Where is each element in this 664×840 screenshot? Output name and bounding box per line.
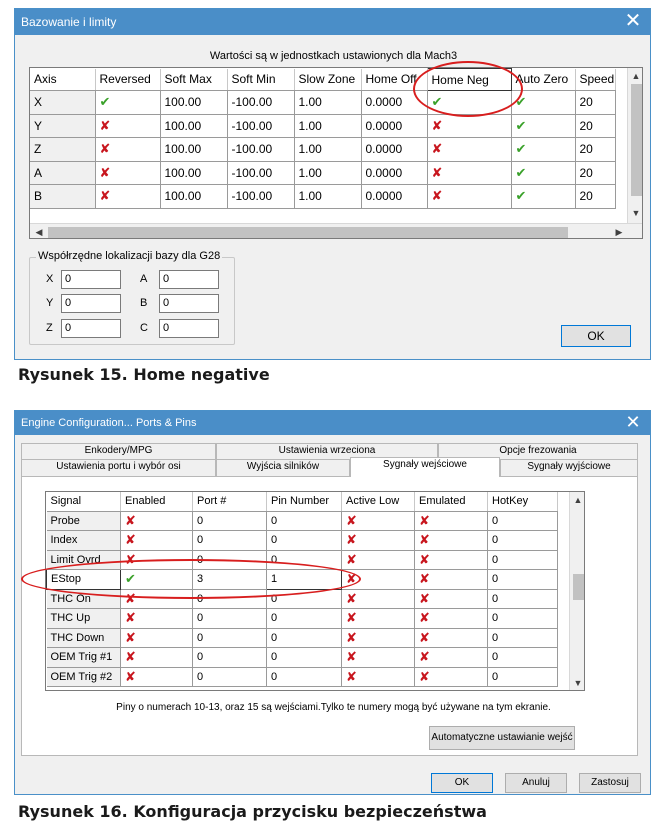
table-row xyxy=(30,161,615,185)
cell-port[interactable]: 0 xyxy=(193,511,267,531)
g28-label-y: Y xyxy=(46,297,54,309)
cross-icon[interactable]: ✘ xyxy=(99,188,111,204)
cell-signal: OEM Trig #1 xyxy=(47,648,121,668)
g28-b-input[interactable]: 0 xyxy=(159,294,219,313)
cell-pin[interactable]: 0 xyxy=(267,531,342,551)
hscroll-thumb[interactable] xyxy=(48,227,568,238)
cross-icon[interactable]: ✘ xyxy=(419,629,430,645)
cell-emulated[interactable] xyxy=(415,609,488,629)
cell-axis: A xyxy=(30,161,95,185)
cell-signal: OEM Trig #2 xyxy=(47,667,121,687)
cell-pin[interactable]: 0 xyxy=(267,511,342,531)
cell-port[interactable]: 0 xyxy=(193,550,267,570)
cell-activelow[interactable] xyxy=(342,589,415,609)
cross-icon[interactable]: ✘ xyxy=(346,590,357,606)
cell-activelow[interactable] xyxy=(342,628,415,648)
cell-port[interactable]: 0 xyxy=(193,531,267,551)
column-header[interactable]: Enabled xyxy=(121,492,193,511)
cross-icon[interactable]: ✘ xyxy=(346,668,357,684)
cross-icon[interactable]: ✘ xyxy=(419,668,430,684)
cell-hotkey[interactable]: 0 xyxy=(488,648,558,668)
cross-icon[interactable]: ✘ xyxy=(431,141,443,157)
cross-icon[interactable]: ✘ xyxy=(125,649,136,665)
cross-icon[interactable]: ✘ xyxy=(125,668,136,684)
cross-icon[interactable]: ✘ xyxy=(346,571,357,587)
column-header[interactable]: Speed xyxy=(575,69,615,91)
cell-homeoff[interactable]: 0.0000 xyxy=(361,161,427,185)
g28-a-input[interactable]: 0 xyxy=(159,270,219,289)
check-icon[interactable]: ✔ xyxy=(125,571,136,587)
cell-softmin[interactable]: -100.00 xyxy=(227,185,294,209)
column-header[interactable]: Active Low xyxy=(342,492,415,511)
cell-hotkey[interactable]: 0 xyxy=(488,609,558,629)
cross-icon[interactable]: ✘ xyxy=(419,571,430,587)
check-icon[interactable]: ✔ xyxy=(515,188,527,204)
close-icon[interactable]: ✕ xyxy=(624,10,642,32)
g28-label-c: C xyxy=(140,322,148,334)
tab-input-signals[interactable]: Sygnały wejściowe xyxy=(350,457,500,477)
cell-homeneg[interactable] xyxy=(427,185,511,209)
g28-label-a: A xyxy=(140,273,148,285)
apply-button[interactable]: Zastosuj xyxy=(579,773,641,793)
cell-reversed[interactable] xyxy=(95,114,160,138)
cell-enabled[interactable] xyxy=(121,628,193,648)
table-row xyxy=(47,648,558,668)
table-row xyxy=(30,138,615,162)
cell-emulated[interactable] xyxy=(415,511,488,531)
cell-speed[interactable]: 20 xyxy=(575,91,615,115)
table-row xyxy=(30,185,615,209)
g28-z-input[interactable]: 0 xyxy=(61,319,121,338)
column-header[interactable]: Emulated xyxy=(415,492,488,511)
cross-icon[interactable]: ✘ xyxy=(419,512,430,528)
cell-emulated[interactable] xyxy=(415,648,488,668)
cross-icon[interactable]: ✘ xyxy=(346,532,357,548)
scroll-down-icon[interactable]: ▼ xyxy=(631,208,641,218)
cell-activelow[interactable] xyxy=(342,531,415,551)
home-neg-highlight-ellipse xyxy=(413,61,523,117)
cell-emulated[interactable] xyxy=(415,531,488,551)
cell-axis: Z xyxy=(30,138,95,162)
cross-icon[interactable]: ✘ xyxy=(125,551,136,567)
cell-enabled[interactable] xyxy=(121,648,193,668)
cell-reversed[interactable] xyxy=(95,91,160,115)
cell-axis: Y xyxy=(30,114,95,138)
table-row xyxy=(47,531,558,551)
cross-icon[interactable]: ✘ xyxy=(431,164,443,180)
cell-pin[interactable]: 0 xyxy=(267,589,342,609)
cell-signal: Index xyxy=(47,531,121,551)
cell-slow[interactable]: 1.00 xyxy=(294,161,361,185)
cell-signal: EStop xyxy=(47,570,121,590)
vertical-scrollbar[interactable] xyxy=(627,68,643,224)
scroll-left-icon[interactable]: ◀ xyxy=(35,227,43,237)
cell-slow[interactable]: 1.00 xyxy=(294,138,361,162)
cell-signal: THC Up xyxy=(47,609,121,629)
cell-port[interactable]: 0 xyxy=(193,667,267,687)
cell-hotkey[interactable]: 0 xyxy=(488,531,558,551)
check-icon[interactable]: ✔ xyxy=(515,94,527,110)
cell-homeoff[interactable]: 0.0000 xyxy=(361,138,427,162)
cell-signal: Limit Ovrd xyxy=(47,550,121,570)
table-row xyxy=(47,609,558,629)
column-header[interactable]: Home Off xyxy=(361,69,427,91)
cell-activelow[interactable] xyxy=(342,648,415,668)
cell-softmin[interactable]: -100.00 xyxy=(227,91,294,115)
cell-speed[interactable]: 20 xyxy=(575,138,615,162)
g28-c-input[interactable]: 0 xyxy=(159,319,219,338)
ok-button[interactable]: OK xyxy=(561,325,631,347)
check-icon[interactable]: ✔ xyxy=(99,94,111,110)
cell-signal: THC On xyxy=(47,589,121,609)
cell-port[interactable]: 0 xyxy=(193,589,267,609)
g28-label-x: X xyxy=(46,273,54,285)
cell-pin[interactable]: 0 xyxy=(267,609,342,629)
cell-homeneg[interactable] xyxy=(427,161,511,185)
cell-pin[interactable]: 0 xyxy=(267,628,342,648)
cell-speed[interactable]: 20 xyxy=(575,114,615,138)
info-note: Piny o numerach 10-13, oraz 15 są wejściami.Tylko te numery mogą być używane na tym ekranie. xyxy=(116,702,551,713)
cross-icon[interactable]: ✘ xyxy=(431,117,443,133)
cell-homeoff[interactable]: 0.0000 xyxy=(361,91,427,115)
auto-setup-inputs-button[interactable]: Automatyczne ustawianie wejść xyxy=(429,726,575,750)
cross-icon[interactable]: ✘ xyxy=(99,141,111,157)
cell-autozero[interactable] xyxy=(511,185,575,209)
cell-softmin[interactable]: -100.00 xyxy=(227,114,294,138)
homing-limits-dialog xyxy=(14,8,651,360)
cell-activelow[interactable] xyxy=(342,667,415,687)
tab-spindle-settings[interactable]: Ustawienia wrzeciona xyxy=(216,443,438,459)
dialog-title: Engine Configuration... Ports & Pins xyxy=(15,411,650,435)
cell-signal: Probe xyxy=(47,511,121,531)
cell-port[interactable]: 0 xyxy=(193,628,267,648)
cell-homeneg[interactable] xyxy=(427,138,511,162)
cell-slow[interactable]: 1.00 xyxy=(294,91,361,115)
table-row xyxy=(30,114,615,138)
cross-icon[interactable]: ✘ xyxy=(346,512,357,528)
scroll-thumb[interactable] xyxy=(631,84,642,196)
tab-milling-options[interactable]: Opcje frezowania xyxy=(438,443,638,459)
cell-autozero[interactable] xyxy=(511,138,575,162)
cell-reversed[interactable] xyxy=(95,185,160,209)
g28-x-input[interactable]: 0 xyxy=(61,270,121,289)
cell-signal: THC Down xyxy=(47,628,121,648)
cell-hotkey[interactable]: 0 xyxy=(488,570,558,590)
cell-port[interactable]: 3 xyxy=(193,570,267,590)
cross-icon[interactable]: ✘ xyxy=(419,551,430,567)
column-header[interactable]: Reversed xyxy=(95,69,160,91)
cross-icon[interactable]: ✘ xyxy=(125,532,136,548)
cross-icon[interactable]: ✘ xyxy=(99,164,111,180)
check-icon[interactable]: ✔ xyxy=(515,164,527,180)
column-header[interactable]: Auto Zero xyxy=(511,69,575,91)
g28-groupbox xyxy=(29,250,235,345)
cross-icon[interactable]: ✘ xyxy=(419,610,430,626)
cross-icon[interactable]: ✘ xyxy=(346,629,357,645)
units-note: Wartości są w jednostkach ustawionych dla Mach3 xyxy=(209,50,458,62)
cell-activelow[interactable] xyxy=(342,511,415,531)
cross-icon[interactable]: ✘ xyxy=(346,649,357,665)
cell-port[interactable]: 0 xyxy=(193,609,267,629)
check-icon[interactable]: ✔ xyxy=(515,117,527,133)
tab-motor-outputs[interactable]: Wyjścia silników xyxy=(216,459,350,476)
cell-port[interactable]: 0 xyxy=(193,648,267,668)
g28-legend: Współrzędne lokalizacji bazy dla G28 xyxy=(38,250,221,262)
column-header[interactable]: Axis xyxy=(30,69,95,91)
column-header[interactable]: Signal xyxy=(47,492,121,511)
column-header[interactable]: Slow Zone xyxy=(294,69,361,91)
axis-limits-table xyxy=(30,68,616,209)
cross-icon[interactable]: ✘ xyxy=(419,590,430,606)
scroll-up-icon[interactable]: ▲ xyxy=(573,495,583,505)
tab-port-axis-setup[interactable]: Ustawienia portu i wybór osi xyxy=(21,459,216,476)
horizontal-scrollbar[interactable] xyxy=(30,223,643,239)
cell-homeoff[interactable]: 0.0000 xyxy=(361,114,427,138)
cross-icon[interactable]: ✘ xyxy=(431,188,443,204)
cell-pin[interactable]: 0 xyxy=(267,648,342,668)
cross-icon[interactable]: ✘ xyxy=(346,610,357,626)
tab-output-signals[interactable]: Sygnały wyjściowe xyxy=(500,459,638,476)
cross-icon[interactable]: ✘ xyxy=(125,610,136,626)
check-icon[interactable]: ✔ xyxy=(515,141,527,157)
cell-hotkey[interactable]: 0 xyxy=(488,589,558,609)
table-row xyxy=(30,91,615,115)
dialog-title: Bazowanie i limity xyxy=(15,9,650,35)
column-header[interactable]: HotKey xyxy=(488,492,558,511)
scroll-right-icon[interactable]: ▶ xyxy=(615,227,623,237)
g28-label-b: B xyxy=(140,297,148,309)
cell-speed[interactable]: 20 xyxy=(575,185,615,209)
g28-y-input[interactable]: 0 xyxy=(61,294,121,313)
column-header[interactable]: Soft Max xyxy=(160,69,227,91)
scroll-thumb[interactable] xyxy=(573,574,584,600)
vertical-scrollbar[interactable] xyxy=(569,492,585,691)
cell-softmin[interactable]: -100.00 xyxy=(227,138,294,162)
cell-emulated[interactable] xyxy=(415,550,488,570)
table-row xyxy=(47,511,558,531)
g28-label-z: Z xyxy=(46,322,53,334)
cell-homeneg[interactable] xyxy=(427,114,511,138)
cell-softmax[interactable]: 100.00 xyxy=(160,91,227,115)
cell-pin[interactable]: 1 xyxy=(267,570,342,590)
cross-icon[interactable]: ✘ xyxy=(125,629,136,645)
cell-softmax[interactable]: 100.00 xyxy=(160,114,227,138)
cell-softmax[interactable]: 100.00 xyxy=(160,138,227,162)
cell-emulated[interactable] xyxy=(415,667,488,687)
axis-limits-grid xyxy=(29,67,643,239)
table-row xyxy=(47,628,558,648)
cell-emulated[interactable] xyxy=(415,570,488,590)
cancel-button[interactable]: Anuluj xyxy=(505,773,567,793)
cell-homeoff[interactable]: 0.0000 xyxy=(361,185,427,209)
cross-icon[interactable]: ✘ xyxy=(99,117,111,133)
cell-autozero[interactable] xyxy=(511,114,575,138)
cell-enabled[interactable] xyxy=(121,511,193,531)
cell-axis: B xyxy=(30,185,95,209)
cell-autozero[interactable] xyxy=(511,161,575,185)
cross-icon[interactable]: ✘ xyxy=(346,551,357,567)
cell-hotkey[interactable]: 0 xyxy=(488,628,558,648)
cell-reversed[interactable] xyxy=(95,138,160,162)
cell-hotkey[interactable]: 0 xyxy=(488,511,558,531)
cross-icon[interactable]: ✘ xyxy=(419,532,430,548)
scroll-down-icon[interactable]: ▼ xyxy=(573,678,583,688)
engine-config-dialog xyxy=(14,410,651,795)
cell-slow[interactable]: 1.00 xyxy=(294,114,361,138)
cross-icon[interactable]: ✘ xyxy=(125,512,136,528)
cell-hotkey[interactable]: 0 xyxy=(488,550,558,570)
cell-hotkey[interactable]: 0 xyxy=(488,667,558,687)
cell-speed[interactable]: 20 xyxy=(575,161,615,185)
cell-emulated[interactable] xyxy=(415,628,488,648)
cell-softmin[interactable]: -100.00 xyxy=(227,161,294,185)
cell-pin[interactable]: 0 xyxy=(267,550,342,570)
cell-activelow[interactable] xyxy=(342,550,415,570)
column-header[interactable]: Pin Number xyxy=(267,492,342,511)
cell-reversed[interactable] xyxy=(95,161,160,185)
cell-activelow[interactable] xyxy=(342,609,415,629)
cell-softmax[interactable]: 100.00 xyxy=(160,161,227,185)
cross-icon[interactable]: ✘ xyxy=(419,649,430,665)
check-icon[interactable]: ✔ xyxy=(431,94,443,110)
figure-15-caption: Rysunek 15. Home negative xyxy=(18,365,270,384)
scroll-up-icon[interactable]: ▲ xyxy=(631,71,641,81)
close-icon[interactable]: ✕ xyxy=(625,412,641,432)
cell-axis: X xyxy=(30,91,95,115)
cell-enabled[interactable] xyxy=(121,609,193,629)
estop-highlight-ellipse xyxy=(21,559,361,599)
cell-softmax[interactable]: 100.00 xyxy=(160,185,227,209)
cross-icon[interactable]: ✘ xyxy=(125,590,136,606)
table-row xyxy=(47,667,558,687)
cell-enabled[interactable] xyxy=(121,667,193,687)
ok-button[interactable]: OK xyxy=(431,773,493,793)
cell-pin[interactable]: 0 xyxy=(267,667,342,687)
cell-emulated[interactable] xyxy=(415,589,488,609)
cell-slow[interactable]: 1.00 xyxy=(294,185,361,209)
column-header[interactable]: Port # xyxy=(193,492,267,511)
column-header[interactable]: Soft Min xyxy=(227,69,294,91)
column-header[interactable]: Home Neg xyxy=(427,69,511,91)
tab-encoders-mpg[interactable]: Enkodery/MPG xyxy=(21,443,216,459)
figure-16-caption: Rysunek 16. Konfiguracja przycisku bezpieczeństwa xyxy=(18,802,487,821)
cell-enabled[interactable] xyxy=(121,531,193,551)
